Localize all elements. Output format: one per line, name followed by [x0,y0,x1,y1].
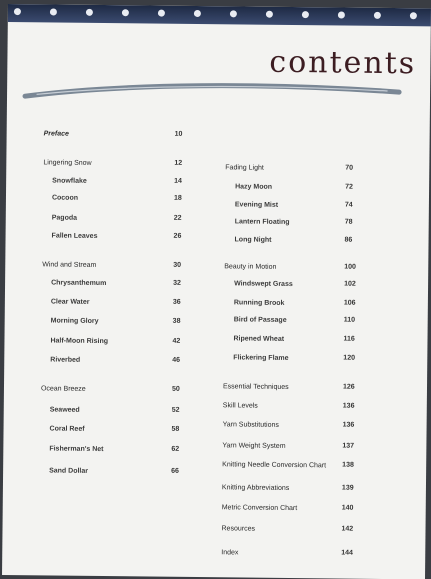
toc-entry-page-number: 32 [173,279,181,287]
toc-entry-page-number: 50 [171,385,180,393]
toc-entry-page-number: 78 [344,218,353,226]
binding-stitch [194,10,201,17]
decorative-swoosh [7,74,430,108]
toc-entry-label: Chrysanthemum [51,279,107,288]
toc-entry-label: Hazy Moon [235,183,273,191]
toc-entry-page-number: 102 [344,280,356,288]
spiral-binding [8,4,431,27]
toc-entry-label: Knitting Needle Conversion Chart [222,461,327,470]
toc-entry-page-number: 70 [345,164,354,172]
toc-entry-page-number: 46 [172,356,181,364]
toc-entry-page-number: 136 [342,421,355,429]
toc-entry-page-number: 12 [174,159,183,167]
toc-entry-label: Wind and Stream [42,261,97,269]
binding-stitch [50,8,57,15]
toc-entry-label: Coral Reef [49,425,85,433]
toc-entry-label: Fading Light [225,164,264,172]
toc-entry-label: Running Brook [233,299,285,307]
toc-entry-page-number: 42 [172,337,181,345]
toc-entry-page-number: 36 [172,298,181,306]
toc-entry-label: Seaweed [49,406,80,414]
toc-entry-label: Skill Levels [222,402,258,410]
toc-entry-label: Lantern Floating [234,218,290,226]
toc-entry-label: Snowflake [52,177,87,185]
toc-entry-label: Knitting Abbreviations [221,484,290,492]
toc-entry-label: Flickering Flame [233,354,289,362]
toc-entry-label: Beauty in Motion [224,263,277,271]
toc-entry-label: Index [221,549,239,557]
book-page [2,4,431,579]
toc-entry-page-number: 138 [342,461,354,469]
binding-stitch [158,10,165,17]
toc-entry-label: Fallen Leaves [51,232,98,240]
toc-entry-page-number: 126 [342,383,355,391]
binding-stitch [338,11,345,18]
toc-entry-label: Resources [221,525,256,533]
toc-entry-page-number: 26 [173,232,182,240]
toc-entry-page-number: 137 [342,442,355,450]
toc-entry-label: Bird of Passage [233,316,287,324]
toc-entry-page-number: 86 [344,236,353,244]
toc-entry-page-number: 72 [345,183,353,191]
binding-stitch [122,9,129,16]
toc-entry-label: Evening Mist [234,201,279,209]
toc-entry-label: Essential Techniques [222,383,289,391]
toc-entry-label: Metric Conversion Chart [221,504,298,513]
toc-entry-label: Morning Glory [50,317,99,325]
binding-stitch [86,9,93,16]
toc-entry-page-number: 110 [343,316,356,324]
toc-entry-page-number: 120 [343,354,356,362]
binding-stitch [230,10,237,17]
toc-entry-page-number: 66 [171,467,179,475]
binding-stitch [374,12,381,19]
binding-stitch [302,11,309,18]
toc-entry-label: Clear Water [50,298,90,306]
page-title: contents [269,44,417,82]
toc-entry-page-number: 136 [342,402,355,410]
toc-entry-page-number: 116 [343,335,355,343]
toc-entry-label: Lingering Snow [43,159,92,167]
toc-entry-page-number: 58 [171,425,180,433]
toc-entry-label: Sand Dollar [49,467,89,475]
toc-entry-label: Yarn Weight System [222,442,286,450]
binding-stitch [266,11,273,18]
toc-entry-page-number: 52 [171,406,180,414]
toc-entry-label: Cocoon [51,194,79,202]
toc-entry-page-number: 139 [341,484,354,492]
binding-stitch [410,12,417,19]
toc-entry-page-number: 62 [171,445,180,453]
toc-entry-label: Preface [43,130,69,138]
binding-stitch [14,8,21,15]
toc-entry-label: Half-Moon Rising [50,337,109,346]
toc-entry-page-number: 100 [344,263,356,271]
toc-entry-page-number: 144 [341,549,353,557]
toc-entry-page-number: 106 [343,299,356,307]
toc-entry-label: Windswept Grass [234,280,293,288]
toc-entry-label: Ocean Breeze [40,385,86,393]
toc-entry-page-number: 22 [173,214,182,222]
toc-entry-label: Ripened Wheat [233,335,285,343]
toc-entry-page-number: 38 [172,317,181,325]
toc-entry-page-number: 30 [173,261,182,269]
toc-entry-page-number: 140 [341,504,354,512]
toc-entry-label: Yarn Substitutions [222,421,279,429]
toc-entry-page-number: 18 [173,194,182,202]
toc-entry-page-number: 10 [174,130,183,138]
toc-entry-label: Riverbed [50,356,81,364]
toc-entry-label: Pagoda [51,214,78,222]
toc-entry-page-number: 14 [174,177,182,185]
toc-entry-label: Fisherman's Net [49,445,104,454]
toc-entry-label: Long Night [234,236,272,244]
toc-entry-page-number: 142 [341,525,354,533]
toc-entry-page-number: 74 [344,201,353,209]
